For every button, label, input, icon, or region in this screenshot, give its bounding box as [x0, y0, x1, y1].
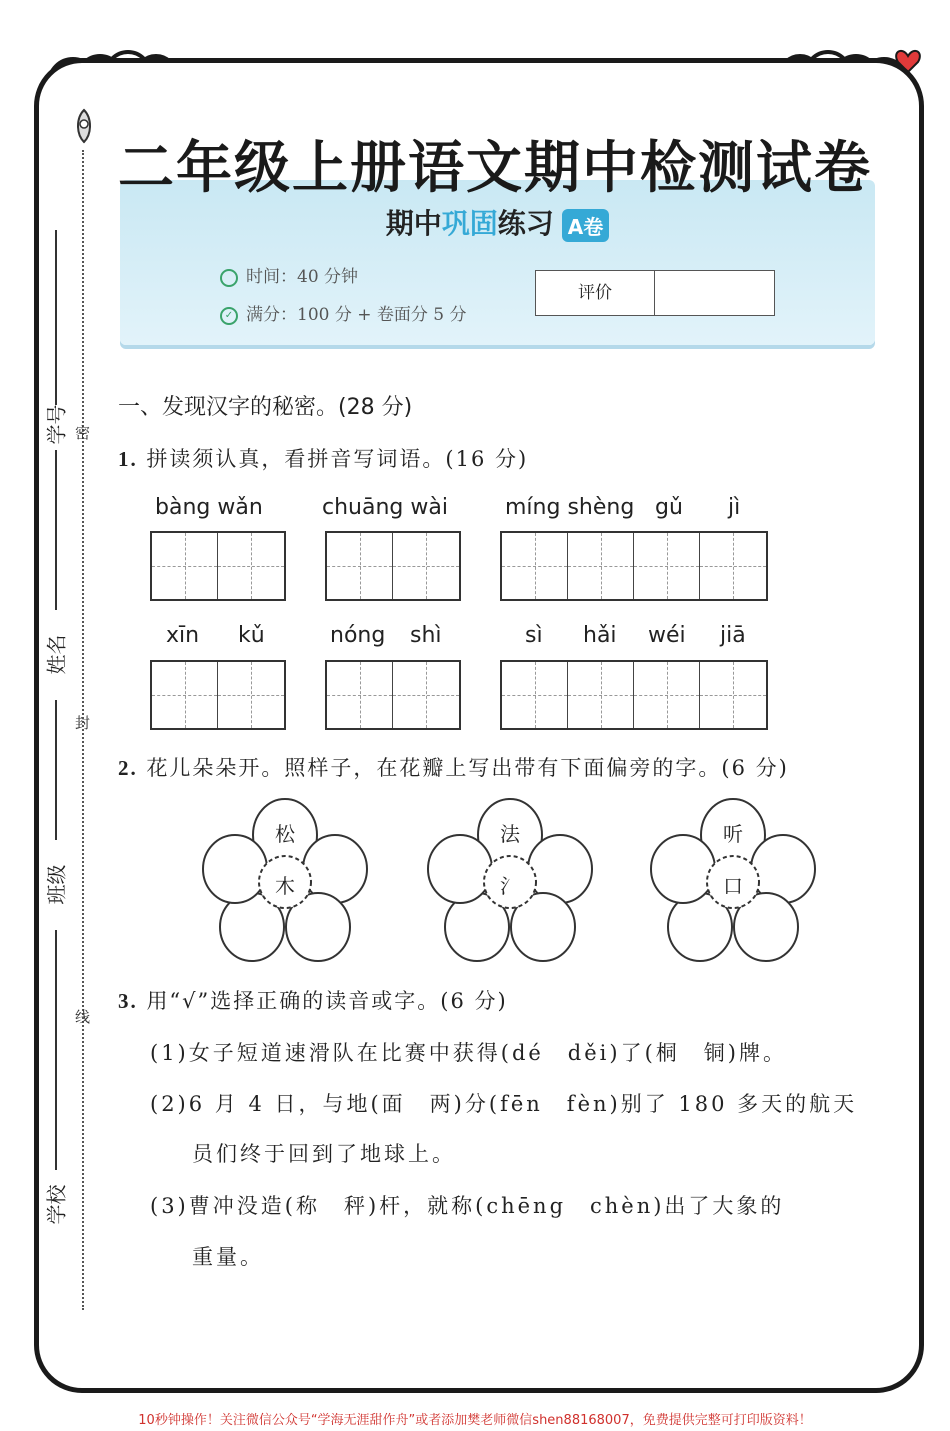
school-line — [55, 930, 57, 1170]
evaluation-label: 评价 — [536, 271, 655, 315]
question-1 — [118, 443, 528, 473]
q3-item-1: (1)女子短道速滑队在比赛中获得(dé děi)了(桐 铜)牌。 — [150, 1041, 787, 1065]
page-title: 二年级上册语文期中检测试卷 — [118, 136, 872, 201]
writing-grid-chuangwai[interactable] — [325, 531, 461, 601]
q1-text: 拼读须认真，看拼音写词语。(16 分) — [146, 447, 529, 471]
q3-number: 3. — [118, 989, 138, 1013]
subtitle-part1: 期中 — [385, 207, 442, 240]
flower-1-top-char: 松 — [275, 822, 295, 846]
class-line — [55, 700, 57, 840]
student-id-label: 学号 — [44, 404, 69, 445]
section-1-heading: 一、发现汉字的秘密。(28 分) — [118, 395, 413, 420]
school-label: 学校 — [44, 1184, 69, 1225]
subtitle-part2: 巩固 — [441, 207, 498, 240]
q3-item-3: (3)曹冲没造(称 秤)杆，就称(chēng chèn)出了大象的 — [150, 1194, 785, 1218]
pinyin-nong: nóng — [330, 623, 386, 648]
footer-note: 10秒钟操作！关注微信公众号“学海无涯甜作舟”或者添加樊老师微信shen88168007，免费提供完整可打印版资料！ — [138, 1413, 812, 1428]
flower-3-radical: 口 — [723, 874, 743, 898]
pinyin-chuangwai: chuāng wài — [322, 495, 448, 520]
pinyin-ku: kǔ — [238, 623, 265, 648]
flower-1-radical: 木 — [275, 874, 295, 898]
q3-text: 用“√”选择正确的读音或字。(6 分) — [146, 989, 508, 1013]
seal-label-mi: 密 — [75, 424, 91, 442]
volume-badge: A卷 — [562, 209, 609, 242]
header-panel — [120, 180, 875, 345]
seal-label-feng: 封 — [75, 714, 91, 732]
flower-2-radical: 氵 — [500, 874, 520, 898]
q2-text: 花儿朵朵开。照样子，在花瓣上写出带有下面偏旁的字。(6 分) — [146, 756, 789, 780]
pinyin-shi: shì — [410, 623, 442, 648]
score-text: 满分：100 分 + 卷面分 5 分 — [246, 305, 467, 325]
writing-grid-nongshi[interactable] — [325, 660, 461, 730]
clock-icon — [220, 269, 238, 287]
subtitle-part3: 练习 — [497, 207, 554, 240]
question-2 — [118, 752, 789, 782]
q3-item-2: (2)6 月 4 日，与地(面 两)分(fēn fèn)别了 180 多天的航天 — [150, 1092, 858, 1116]
name-label: 姓名 — [44, 634, 69, 675]
class-label: 班级 — [44, 864, 69, 905]
q3-item-3-cont: 重量。 — [192, 1245, 264, 1269]
score-info — [220, 300, 467, 325]
pinyin-jia: jiā — [720, 623, 746, 648]
flower-3-top-char: 听 — [723, 822, 743, 846]
pinyin-gu: gǔ — [655, 495, 683, 520]
writing-grid-sihaiweijia[interactable] — [500, 660, 768, 730]
pinyin-wei: wéi — [648, 623, 686, 648]
rocket-icon — [72, 108, 96, 148]
pinyin-ji: jì — [728, 495, 741, 520]
name-line — [55, 450, 57, 610]
q2-number: 2. — [118, 756, 138, 780]
pinyin-hai: hǎi — [583, 623, 617, 648]
writing-grid-xinku[interactable] — [150, 660, 286, 730]
pinyin-si: sì — [525, 623, 543, 648]
flower-2-top-char: 法 — [500, 822, 520, 846]
time-info — [220, 262, 358, 287]
question-3 — [118, 985, 508, 1015]
pinyin-mingsheng: míng shèng — [505, 495, 635, 520]
q1-number: 1. — [118, 447, 138, 471]
subtitle — [120, 202, 875, 242]
student-id-line — [55, 230, 57, 405]
seal-label-xian: 线 — [75, 1008, 91, 1026]
evaluation-box — [535, 270, 775, 316]
check-icon: ✓ — [220, 307, 238, 325]
pinyin-bangwan: bàng wǎn — [155, 495, 263, 520]
writing-grid-bangwan[interactable] — [150, 531, 286, 601]
pinyin-xin: xīn — [166, 623, 200, 648]
writing-grid-mingshenggji[interactable] — [500, 531, 768, 601]
q3-item-2-cont: 员们终于回到了地球上。 — [192, 1142, 456, 1166]
time-text: 时间：40 分钟 — [246, 267, 359, 287]
